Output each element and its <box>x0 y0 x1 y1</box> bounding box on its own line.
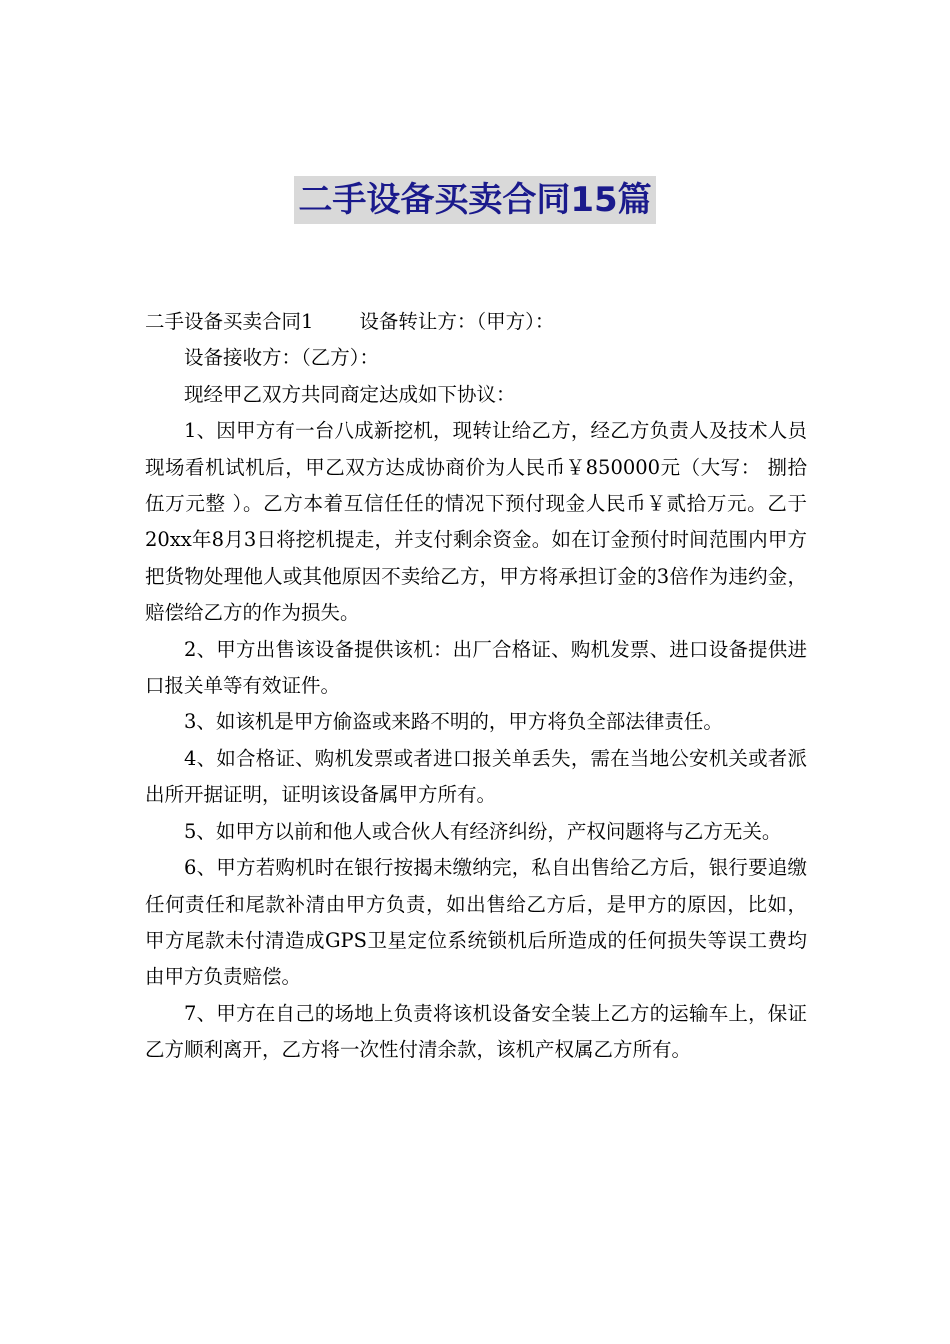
clause-7: 7、甲方在自己的场地上负责将该机设备安全装上乙方的运输车上，保证乙方顺利离开，乙方将一次性付清余款，该机产权属乙方所有。 <box>145 1001 807 1062</box>
clause-4: 4、如合格证、购机发票或者进口报关单丢失，需在当地公安机关或者派出所开据证明，证明该设备属甲方所有。 <box>145 746 807 807</box>
document-title: 二手设备买卖合同15篇 <box>294 176 655 224</box>
transferor-line: 设备转让方：（甲方）： <box>359 310 555 333</box>
first-line <box>145 304 807 340</box>
clause-5: 5、如甲方以前和他人或合伙人有经济纠纷，产权问题将与乙方无关。 <box>184 819 782 843</box>
clause-3: 3、如该机是甲方偷盗或来路不明的，甲方将负全部法律责任。 <box>184 710 723 734</box>
document-body <box>145 304 807 1069</box>
clause-2: 2、甲方出售该设备提供该机：出厂合格证、购机发票、进口设备提供进口报关单等有效证件。 <box>145 637 807 698</box>
receiver-line: 设备接收方：（乙方）： <box>184 346 380 370</box>
agreement-intro: 现经甲乙双方共同商定达成如下协议： <box>184 382 516 406</box>
title-container <box>0 176 950 224</box>
clause-1: 1、因甲方有一台八成新挖机，现转让给乙方，经乙方负责人及技术人员现场看机试机后，甲乙双方达成协商价为人民币￥850000元（大写： 捌拾伍万元整 ）。乙方本着互信任任的情况下预付现金人民币￥贰拾万元。乙于20xx年8月3日将挖机提走，并支付剩余资金。如在订金预付时间范围内甲方把货物处理他人或其他原因不卖给乙方，甲方将承担订金的3倍作为违约金，赔偿给乙方的作为损失。 <box>145 419 807 625</box>
contract-heading: 二手设备买卖合同1 <box>145 310 314 333</box>
clause-6: 6、甲方若购机时在银行按揭未缴纳完，私自出售给乙方后，银行要追缴任何责任和尾款补清由甲方负责，如出售给乙方后，是甲方的原因，比如，甲方尾款未付清造成GPS卫星定位系统锁机后所造成的任何损失等误工费均由甲方负责赔偿。 <box>145 856 807 989</box>
